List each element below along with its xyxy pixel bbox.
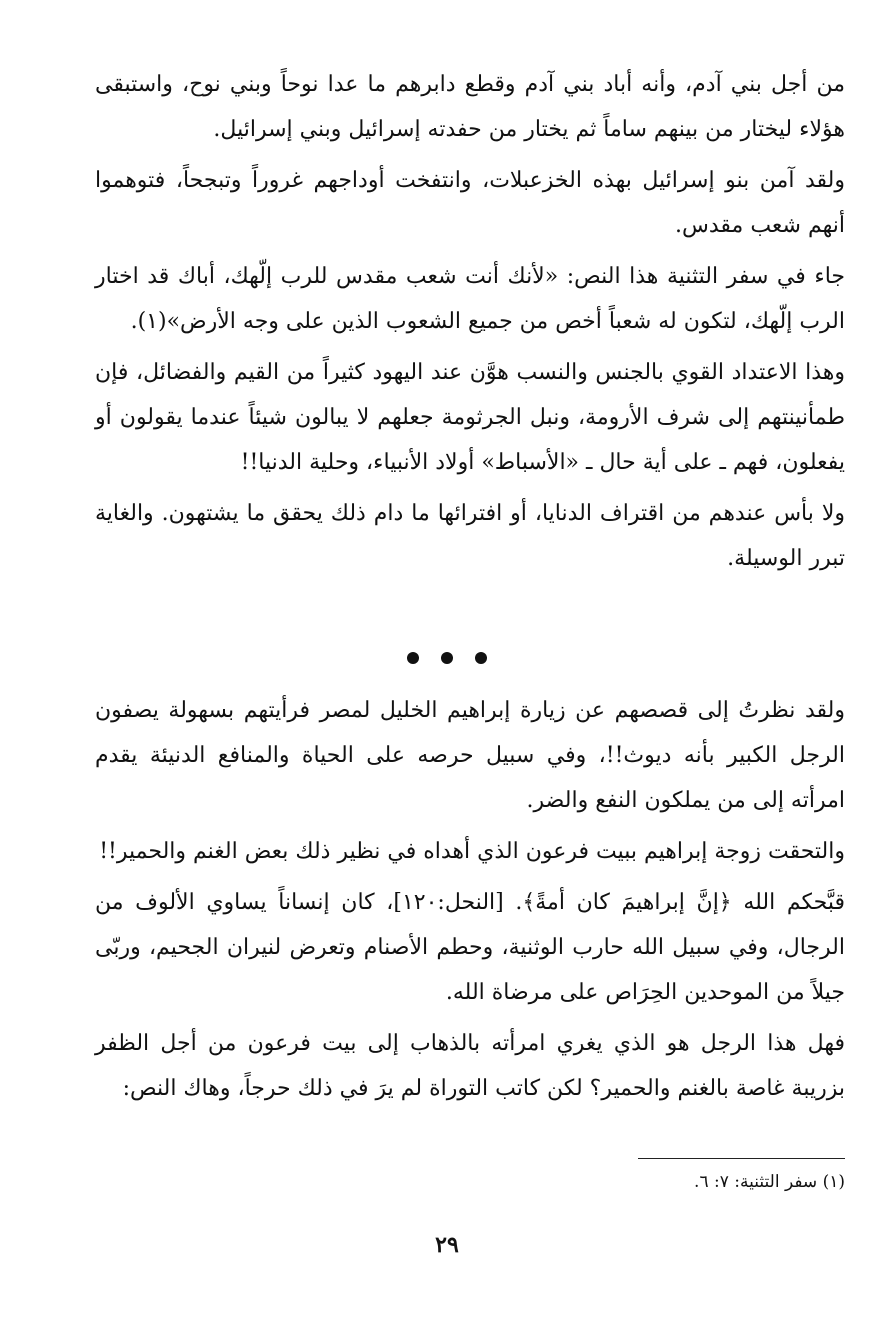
separator-dot-icon: [441, 652, 453, 664]
section-separator: [0, 648, 894, 668]
paragraph-9: فهل هذا الرجل هو الذي يغري امرأته بالذهاب إلى بيت فرعون من أجل الظفر بزريبة غاصة بالغنم والحمير؟ لكن كاتب التوراة لم يرَ في ذلك حرجاً، وهاك النص:: [95, 1031, 845, 1101]
paragraph-6: ولقد نظرتُ إلى قصصهم عن زيارة إبراهيم الخليل لمصر فرأيتهم بسهولة يصفون الرجل الكبير بأنه ديوث!!، وفي سبيل حرصه على الحياة والمنافع الدنيئة يقدم امرأته إلى من يملكون النفع والضر.: [95, 698, 845, 813]
main-text-top: [95, 62, 845, 581]
paragraph-2: ولقد آمن بنو إسرائيل بهذه الخزعبلات، وانتفخت أوداجهم غروراً وتبجحاً، فتوهموا أنهم شعب مقدس.: [95, 168, 845, 238]
footnote: (١) سفر التثنية: ٧: ٦.: [694, 1172, 845, 1192]
paragraph-3: جاء في سفر التثنية هذا النص: «لأنك أنت شعب مقدس للرب إلّهك، أباك قد اختار الرب إلّهك، لتكون له شعباً أخص من جميع الشعوب الذين على وجه الأرض»(١).: [95, 264, 845, 334]
main-text-bottom: [95, 688, 845, 1111]
separator-dot-icon: [407, 652, 419, 664]
separator-dot-icon: [475, 652, 487, 664]
page-number: ٢٩: [435, 1232, 459, 1258]
footnote-divider: [638, 1158, 845, 1159]
paragraph-5: ولا بأس عندهم من اقتراف الدنايا، أو افترائها ما دام ذلك يحقق ما يشتهون. والغاية تبرر الوسيلة.: [95, 501, 845, 571]
paragraph-7: والتحقت زوجة إبراهيم ببيت فرعون الذي أهداه في نظير ذلك بعض الغنم والحمير!!: [99, 839, 845, 864]
paragraph-8: قبَّحكم الله ﴿إنَّ إبراهيمَ كان أمةً﴾. [النحل:١٢٠]، كان إنساناً يساوي الألوف من الرجال، وفي سبيل الله حارب الوثنية، وحطم الأصنام وتعرض لنيران الجحيم، وربّى جيلاً من الموحدين الحِرَاص على مرضاة الله.: [95, 890, 846, 1005]
paragraph-4: وهذا الاعتداد القوي بالجنس والنسب هوَّن عند اليهود كثيراً من القيم والفضائل، فإن طمأنينتهم إلى شرف الأرومة، ونبل الجرثومة جعلهم لا يبالون شيئاً عندما يقولون أو يفعلون، فهم ـ على أية حال ـ «الأسباط» أولاد الأنبياء، وحلية الدنيا!!: [95, 360, 845, 475]
paragraph-1: من أجل بني آدم، وأنه أباد بني آدم وقطع دابرهم ما عدا نوحاً وبني نوح، واستبقى هؤلاء ليختار من بينهم ساماً ثم يختار من حفدته إسرائيل وبني إسرائيل.: [95, 72, 845, 142]
